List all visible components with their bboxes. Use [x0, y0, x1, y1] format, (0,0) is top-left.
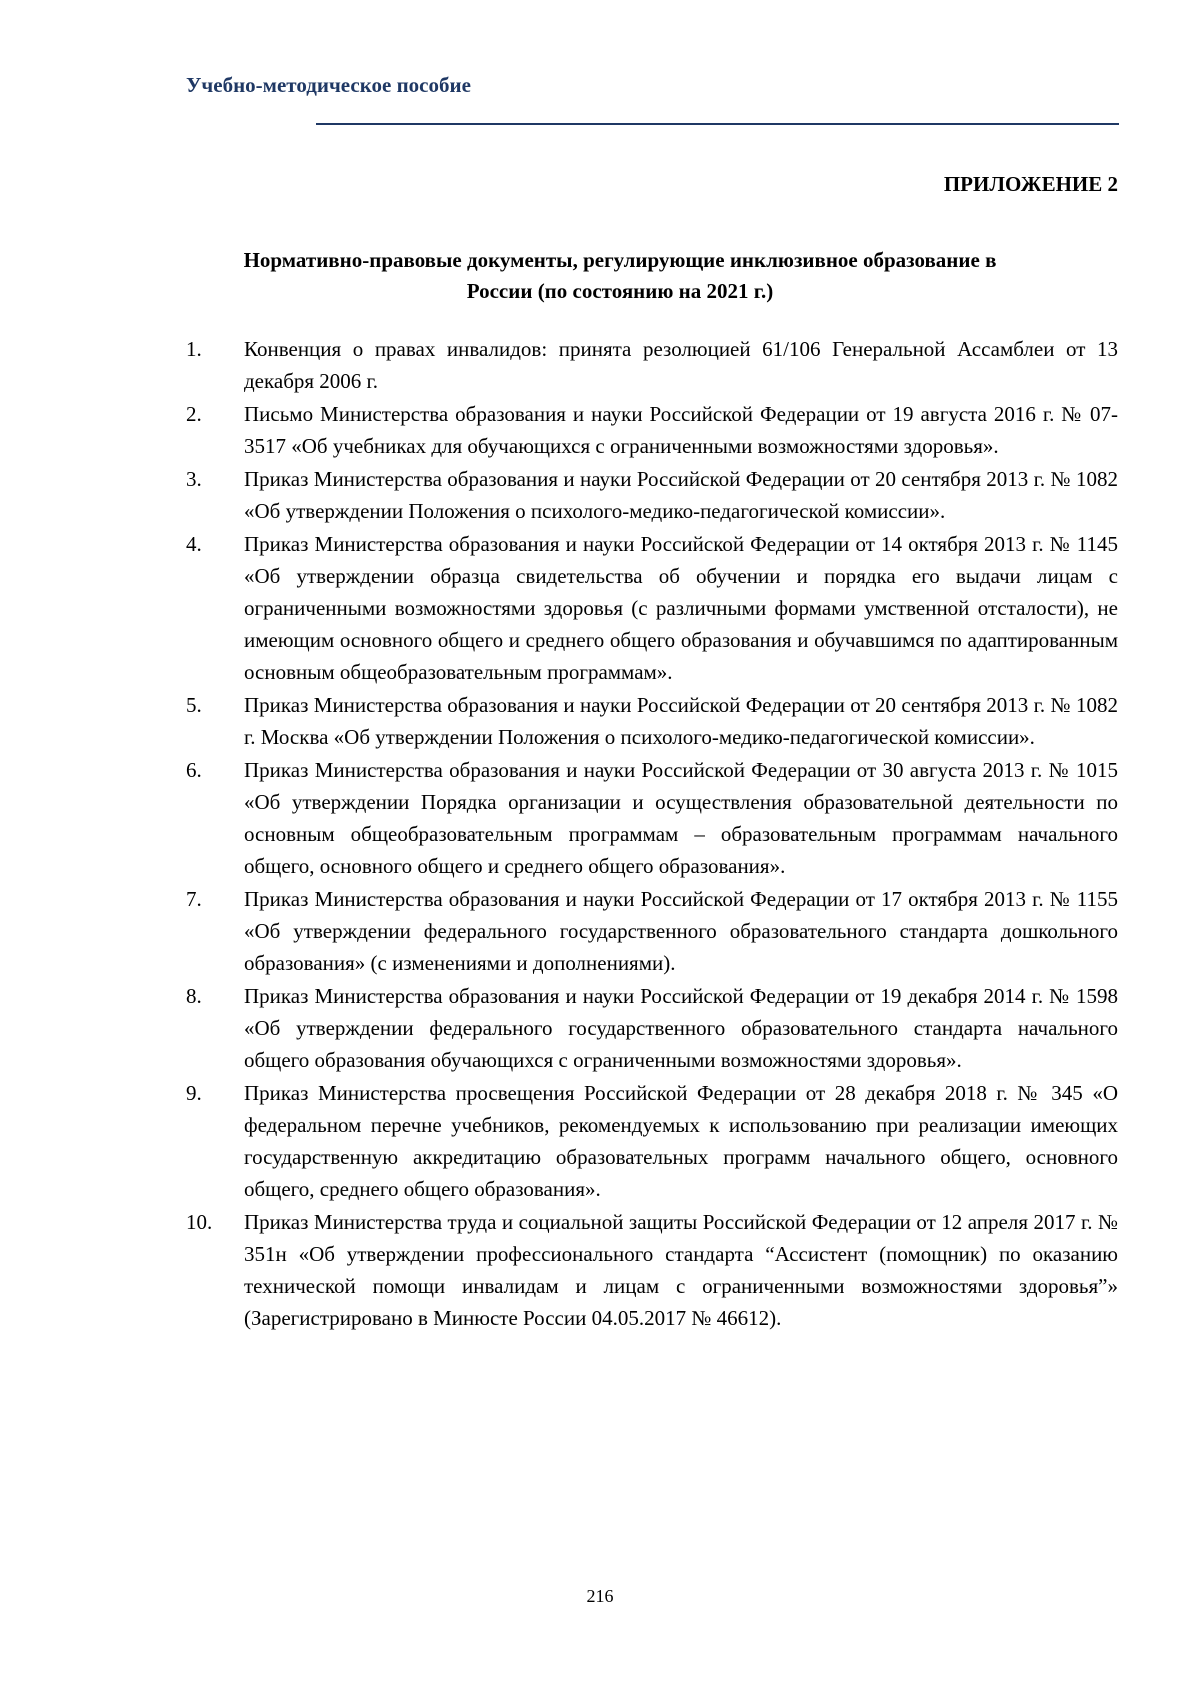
- regulatory-documents-list: [186, 333, 1118, 1335]
- list-item-number: 10.: [186, 1210, 213, 1234]
- list-item-number: 8.: [186, 984, 202, 1008]
- list-item-number: 1.: [186, 337, 202, 361]
- list-item-text: Приказ Министерства образования и науки Российской Федерации от 20 сентября 2013 г. № 1082 г. Москва «Об утверждении Положения о психолого-медико-педагогической комиссии».: [244, 693, 1118, 749]
- appendix-label: ПРИЛОЖЕНИЕ 2: [943, 172, 1118, 196]
- list-item-number: 9.: [186, 1081, 202, 1105]
- list-item-text: Приказ Министерства образования и науки Российской Федерации от 20 сентября 2013 г. № 1082 «Об утверждении Положения о психолого-медико-педагогической комиссии».: [244, 467, 1118, 523]
- list-item-text: Приказ Министерства просвещения Российской Федерации от 28 декабря 2018 г. № 345 «О федеральном перечне учебников, рекомендуемых к использованию при реализации имеющих государственную аккредитацию образовательных программ начального общего, основного общего, среднего общего образования».: [244, 1081, 1118, 1201]
- list-item: [186, 754, 1118, 882]
- list-item-text: Приказ Министерства образования и науки Российской Федерации от 17 октября 2013 г. № 1155 «Об утверждении федерального государственного образовательного стандарта дошкольного образования» (с изменениями и дополнениями).: [244, 887, 1118, 975]
- list-item: [186, 883, 1118, 979]
- header-divider: [316, 123, 1119, 125]
- list-item: [186, 1206, 1118, 1334]
- list-item: [186, 528, 1118, 688]
- list-item: [186, 980, 1118, 1076]
- list-item-text: Приказ Министерства образования и науки Российской Федерации от 14 октября 2013 г. № 1145 «Об утверждении образца свидетельства об обучении и порядка его выдачи лицам с ограниченными возможностями здоровья (с различными формами умственной отсталости), не имеющим основного общего и среднего общего образования и обучавшимся по адаптированным основным общеобразовательным программам».: [244, 532, 1118, 684]
- list-item: [186, 689, 1118, 753]
- list-item-number: 5.: [186, 693, 202, 717]
- list-item: [186, 333, 1118, 397]
- list-item: [186, 1077, 1118, 1205]
- list-item-text: Приказ Министерства труда и социальной защиты Российской Федерации от 12 апреля 2017 г. № 351н «Об утверждении профессионального стандарта “Ассистент (помощник) по оказанию технической помощи инвалидам и лицам с ограниченными возможностями здоровья”» (Зарегистрировано в Минюсте России 04.05.2017 № 46612).: [244, 1210, 1118, 1330]
- list-item-text: Конвенция о правах инвалидов: принята резолюцией 61/106 Генеральной Ассамблеи от 13 декабря 2006 г.: [244, 337, 1118, 393]
- page-number: 216: [586, 1586, 614, 1606]
- list-item-number: 2.: [186, 402, 202, 426]
- list-item-text: Приказ Министерства образования и науки Российской Федерации от 30 августа 2013 г. № 1015 «Об утверждении Порядка организации и осуществления образовательной деятельности по основным общеобразовательным программам – образовательным программам начального общего, основного общего и среднего общего образования».: [244, 758, 1118, 878]
- list-item: [186, 463, 1118, 527]
- list-item-number: 3.: [186, 467, 202, 491]
- running-header: Учебно-методическое пособие: [186, 73, 471, 97]
- list-item-number: 7.: [186, 887, 202, 911]
- list-item-number: 4.: [186, 532, 202, 556]
- list-item-number: 6.: [186, 758, 202, 782]
- document-title-line-1: Нормативно-правовые документы, регулирующие инклюзивное образование в: [243, 248, 997, 272]
- list-item-text: Приказ Министерства образования и науки Российской Федерации от 19 декабря 2014 г. № 1598 «Об утверждении федерального государственного образовательного стандарта начального общего образования обучающихся с ограниченными возможностями здоровья».: [244, 984, 1118, 1072]
- list-item-text: Письмо Министерства образования и науки Российской Федерации от 19 августа 2016 г. № 07-3517 «Об учебниках для обучающихся с ограниченными возможностями здоровья».: [244, 402, 1118, 458]
- list-item: [186, 398, 1118, 462]
- document-title: [160, 245, 1080, 307]
- document-title-line-2: России (по состоянию на 2021 г.): [466, 279, 774, 303]
